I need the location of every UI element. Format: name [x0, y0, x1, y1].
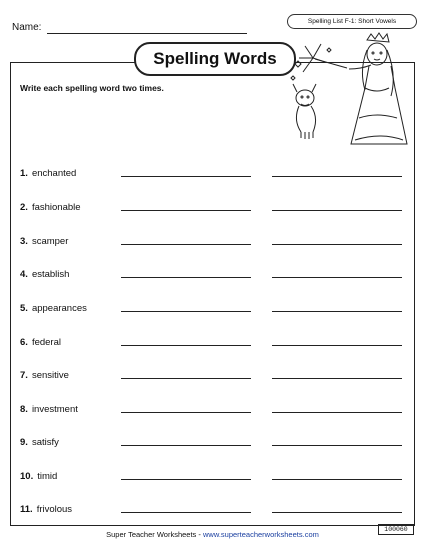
list-item — [20, 404, 412, 418]
word-number: 11. — [20, 504, 33, 515]
writing-line-1[interactable] — [121, 176, 251, 177]
word-number: 2. — [20, 202, 28, 213]
writing-line-2[interactable] — [272, 512, 402, 513]
word-number: 4. — [20, 269, 28, 280]
writing-line-2[interactable] — [272, 412, 402, 413]
name-label: Name: — [12, 22, 42, 33]
footer-url-link[interactable]: www.superteacherworksheets.com — [202, 530, 319, 539]
writing-line-1[interactable] — [121, 345, 251, 346]
writing-line-1[interactable] — [121, 311, 251, 312]
list-item — [20, 269, 412, 283]
footer-separator: - — [196, 530, 203, 539]
word-number: 7. — [20, 370, 28, 381]
word-text: sensitive — [31, 370, 69, 381]
word-text: establish — [31, 269, 70, 280]
writing-line-2[interactable] — [272, 244, 402, 245]
word-number: 10. — [20, 471, 34, 482]
worksheet-code: 100060 — [378, 524, 414, 535]
word-text: fashionable — [31, 202, 81, 213]
writing-line-1[interactable] — [121, 378, 251, 379]
writing-line-2[interactable] — [272, 345, 402, 346]
writing-line-2[interactable] — [272, 311, 402, 312]
word-text: federal — [31, 337, 61, 348]
word-number: 3. — [20, 236, 28, 247]
writing-line-2[interactable] — [272, 277, 402, 278]
writing-line-2[interactable] — [272, 378, 402, 379]
word-text: satisfy — [31, 437, 59, 448]
word-text: scamper — [31, 236, 69, 247]
name-field[interactable] — [47, 33, 247, 34]
writing-line-1[interactable] — [121, 412, 251, 413]
footer-brand: Super Teacher Worksheets — [106, 530, 197, 539]
word-text: timid — [37, 471, 58, 482]
word-number: 5. — [20, 303, 28, 314]
writing-line-1[interactable] — [121, 445, 251, 446]
word-text: investment — [31, 404, 78, 415]
list-item — [20, 471, 412, 485]
word-number: 9. — [20, 437, 28, 448]
page-title: Spelling Words — [134, 42, 296, 76]
writing-line-1[interactable] — [121, 210, 251, 211]
word-number: 6. — [20, 337, 28, 348]
writing-line-1[interactable] — [121, 512, 251, 513]
list-item — [20, 504, 412, 518]
list-tag: Spelling List F-1: Short Vowels — [287, 14, 417, 29]
writing-line-2[interactable] — [272, 479, 402, 480]
word-text: appearances — [31, 303, 87, 314]
writing-line-2[interactable] — [272, 210, 402, 211]
word-text: frivolous — [36, 504, 73, 515]
writing-line-1[interactable] — [121, 479, 251, 480]
word-text: enchanted — [31, 168, 77, 179]
list-item — [20, 303, 412, 317]
writing-line-1[interactable] — [121, 244, 251, 245]
list-item — [20, 370, 412, 384]
princess-with-wand-and-animal-icon — [283, 28, 408, 148]
writing-line-1[interactable] — [121, 277, 251, 278]
list-item — [20, 168, 412, 182]
word-number: 1. — [20, 168, 28, 179]
writing-line-2[interactable] — [272, 176, 402, 177]
word-number: 8. — [20, 404, 28, 415]
list-item — [20, 202, 412, 216]
footer — [0, 530, 425, 539]
list-item — [20, 236, 412, 250]
writing-line-2[interactable] — [272, 445, 402, 446]
list-item — [20, 437, 412, 451]
list-item — [20, 337, 412, 351]
instructions: Write each spelling word two times. — [20, 83, 164, 93]
